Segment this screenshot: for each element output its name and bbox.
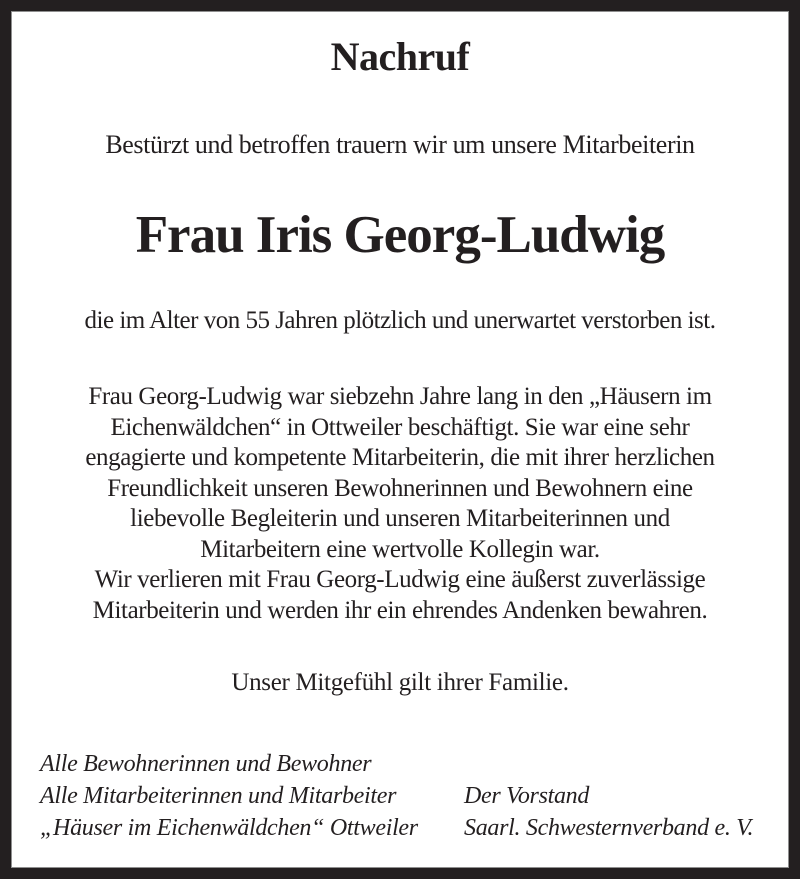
signature-right-column	[464, 780, 753, 844]
signature-left-line: Alle Mitarbeiterinnen und Mitarbeiter	[40, 783, 397, 809]
signature-right-line: Der Vorstand	[464, 783, 590, 809]
condolence-line: Unser Mitgefühl gilt ihrer Familie.	[231, 669, 569, 696]
obituary-inner-border	[11, 11, 789, 868]
signature-left-line: „Häuser im Eichenwäldchen“ Ottweiler	[40, 815, 418, 841]
signature-right-line: Saarl. Schwesternverband e. V.	[464, 815, 754, 841]
signature-left-column	[40, 748, 418, 844]
death-statement: die im Alter von 55 Jahren plötzlich und unerwartet verstorben ist.	[84, 307, 716, 334]
obituary-title: Nachruf	[330, 34, 470, 79]
tribute-line: liebevolle Begleiterin und unseren Mitarbeiterinnen und	[130, 505, 670, 532]
intro-line: Bestürzt und betroffen trauern wir um unsere Mitarbeiterin	[105, 130, 695, 159]
deceased-name: Frau Iris Georg-Ludwig	[135, 206, 665, 264]
tribute-line: Freundlichkeit unseren Bewohnerinnen und Bewohnern eine	[107, 474, 693, 502]
tribute-line: Wir verlieren mit Frau Georg-Ludwig eine äußerst zuverlässige	[94, 566, 706, 593]
tribute-line: Mitarbeitern eine wertvolle Kollegin war.	[200, 535, 600, 563]
tribute-paragraph	[12, 382, 788, 626]
tribute-line: Frau Georg-Ludwig war siebzehn Jahre lang in den „Häusern im	[88, 383, 712, 410]
tribute-line: Eichenwäldchen“ in Ottweiler beschäftigt. Sie war eine sehr	[110, 413, 690, 441]
tribute-line: Mitarbeiterin und werden ihr ein ehrendes Andenken bewahren.	[92, 596, 708, 624]
signature-left-line: Alle Bewohnerinnen und Bewohner	[40, 751, 372, 777]
tribute-line: engagierte und kompetente Mitarbeiterin, die mit ihrer herzlichen	[85, 444, 715, 471]
signature-block	[12, 748, 788, 858]
